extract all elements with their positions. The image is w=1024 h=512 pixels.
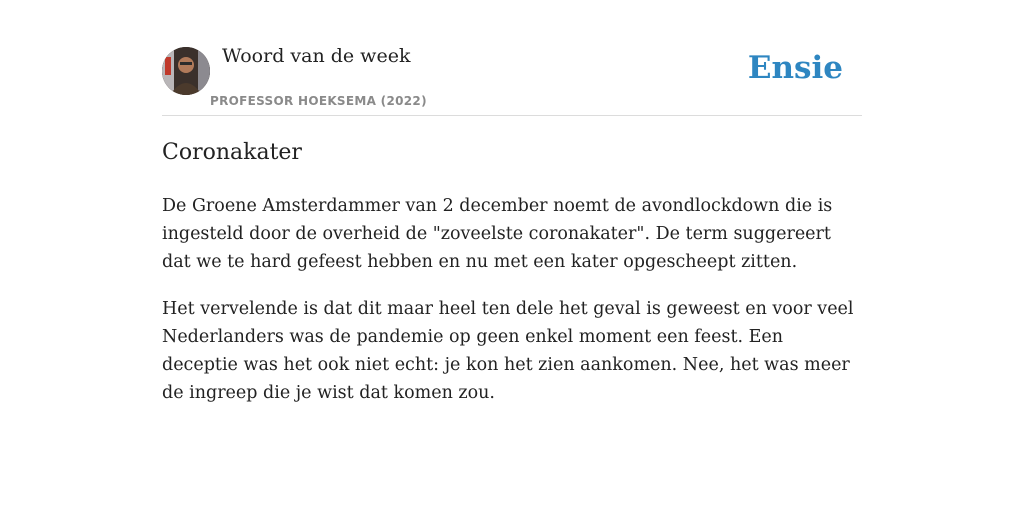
post-body [162,192,862,426]
avatar[interactable] [162,47,210,95]
page-header [162,0,862,116]
blog-title[interactable]: Woord van de week [222,45,411,67]
author-name[interactable]: PROFESSOR HOEKSEMA (2022) [210,94,427,108]
paragraph: Het vervelende is dat dit maar heel ten dele het geval is geweest en voor veel Nederlanders was de pandemie op geen enkel moment een feest. Een deceptie was het ook niet echt: je kon het zien aankomen. Nee, het was meer de ingreep die je wist dat komen zou. [162,299,854,403]
paragraph: De Groene Amsterdammer van 2 december noemt de avondlockdown die is ingesteld door de overheid de "zoveelste coronakater". De term suggereert dat we te hard gefeest hebben en nu met een kater opgescheept zitten. [162,196,833,272]
article-container [162,0,862,403]
person-photo-icon [162,47,210,95]
brand-logo[interactable]: Ensie [747,50,843,86]
post-title: Coronakater [162,140,302,165]
